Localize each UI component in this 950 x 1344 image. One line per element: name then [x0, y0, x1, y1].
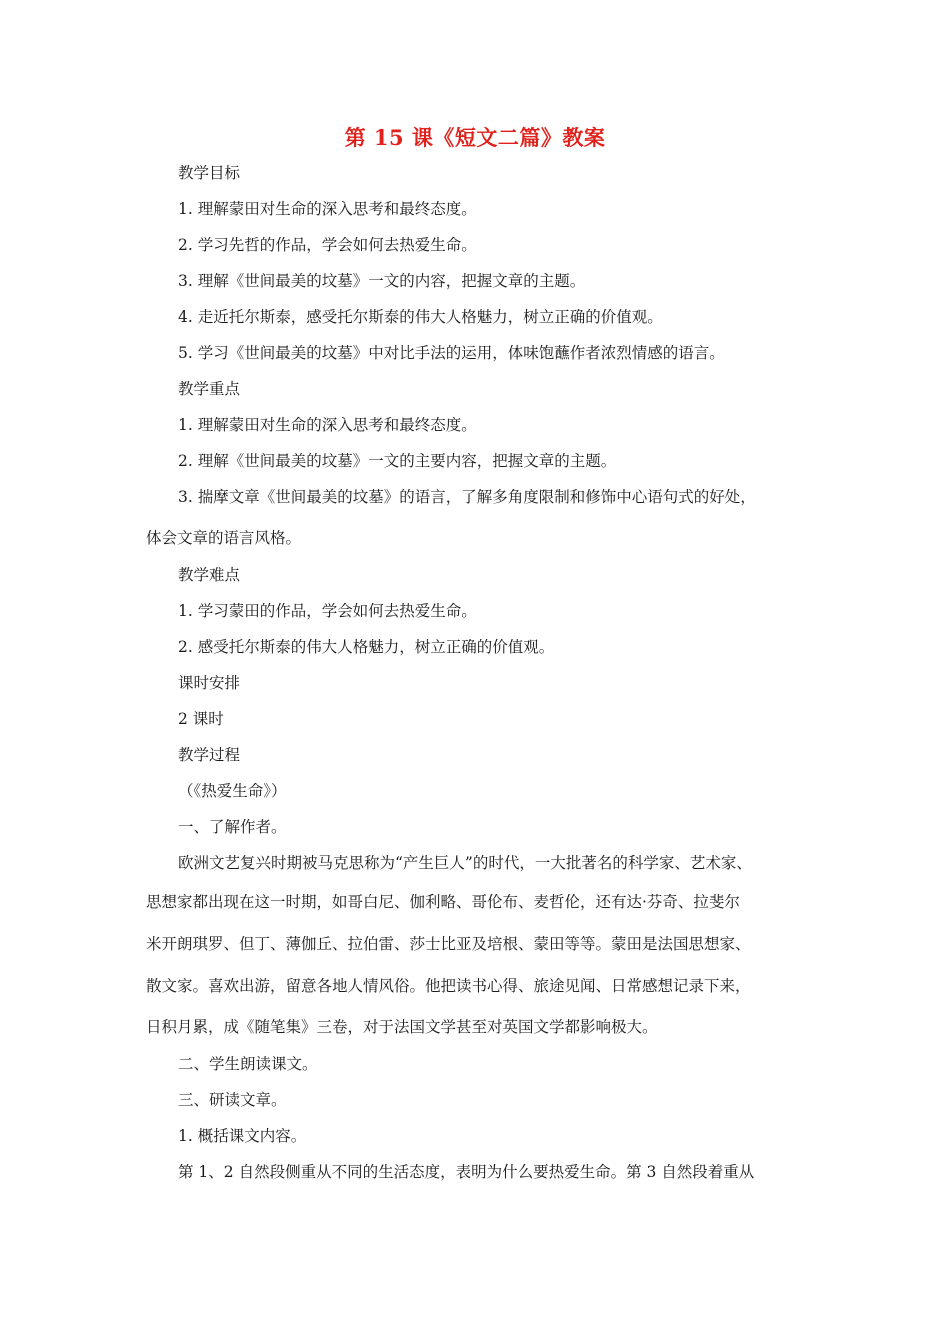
step-heading: 三、研读文章。 — [178, 1091, 287, 1109]
key-point-item: 1. 理解蒙田对生命的深入思考和最终态度。 — [178, 416, 477, 434]
section-heading-objectives: 教学目标 — [178, 164, 241, 182]
paragraph-line: 第 1、2 自然段侧重从不同的生活态度，表明为什么要热爱生命。第 3 自然段着重从 — [178, 1163, 755, 1181]
step-heading: 二、学生朗读课文。 — [178, 1055, 318, 1073]
paragraph-line: 散文家。喜欢出游，留意各地人情风俗。他把读书心得、旅途见闻、日常感想记录下来， — [146, 977, 751, 995]
section-heading-schedule: 课时安排 — [178, 674, 241, 692]
document-title: 第 15 课《短文二篇》教案 — [344, 125, 606, 150]
objective-item: 4. 走近托尔斯泰，感受托尔斯泰的伟大人格魅力，树立正确的价值观。 — [178, 308, 663, 326]
paragraph-line: 欧洲文艺复兴时期被马克思称为“产生巨人”的时代，一大批著名的科学家、艺术家、 — [178, 854, 752, 872]
paragraph-line: 思想家都出现在这一时期，如哥白尼、伽利略、哥伦布、麦哲伦，还有达·芬奇、拉斐尔 — [146, 893, 740, 911]
difficulty-item: 2. 感受托尔斯泰的伟大人格魅力，树立正确的价值观。 — [178, 638, 555, 656]
objective-item: 5. 学习《世间最美的坟墓》中对比手法的运用，体味饱蘸作者浓烈情感的语言。 — [178, 344, 725, 362]
section-heading-process: 教学过程 — [178, 746, 241, 764]
section-heading-key-points: 教学重点 — [178, 380, 241, 398]
lesson-subtitle: （《热爱生命》） — [178, 782, 287, 800]
difficulty-item: 1. 学习蒙田的作品，学会如何去热爱生命。 — [178, 602, 477, 620]
step-heading: 一、了解作者。 — [178, 818, 287, 836]
section-heading-difficulties: 教学难点 — [178, 566, 241, 584]
schedule-value: 2 课时 — [178, 710, 224, 728]
objective-item: 2. 学习先哲的作品，学会如何去热爱生命。 — [178, 236, 477, 254]
key-point-item: 2. 理解《世间最美的坟墓》一文的主要内容，把握文章的主题。 — [178, 452, 617, 470]
objective-item: 1. 理解蒙田对生命的深入思考和最终态度。 — [178, 200, 477, 218]
key-point-item-continued: 体会文章的语言风格。 — [146, 529, 302, 547]
sub-step-heading: 1. 概括课文内容。 — [178, 1127, 307, 1145]
paragraph-line: 日积月累，成《随笔集》三卷，对于法国文学甚至对英国文学都影响极大。 — [146, 1018, 658, 1036]
key-point-item: 3. 揣摩文章《世间最美的坟墓》的语言，了解多角度限制和修饰中心语句式的好处， — [178, 488, 756, 506]
objective-item: 3. 理解《世间最美的坟墓》一文的内容，把握文章的主题。 — [178, 272, 586, 290]
paragraph-line: 米开朗琪罗、但丁、薄伽丘、拉伯雷、莎士比亚及培根、蒙田等等。蒙田是法国思想家、 — [146, 935, 751, 953]
